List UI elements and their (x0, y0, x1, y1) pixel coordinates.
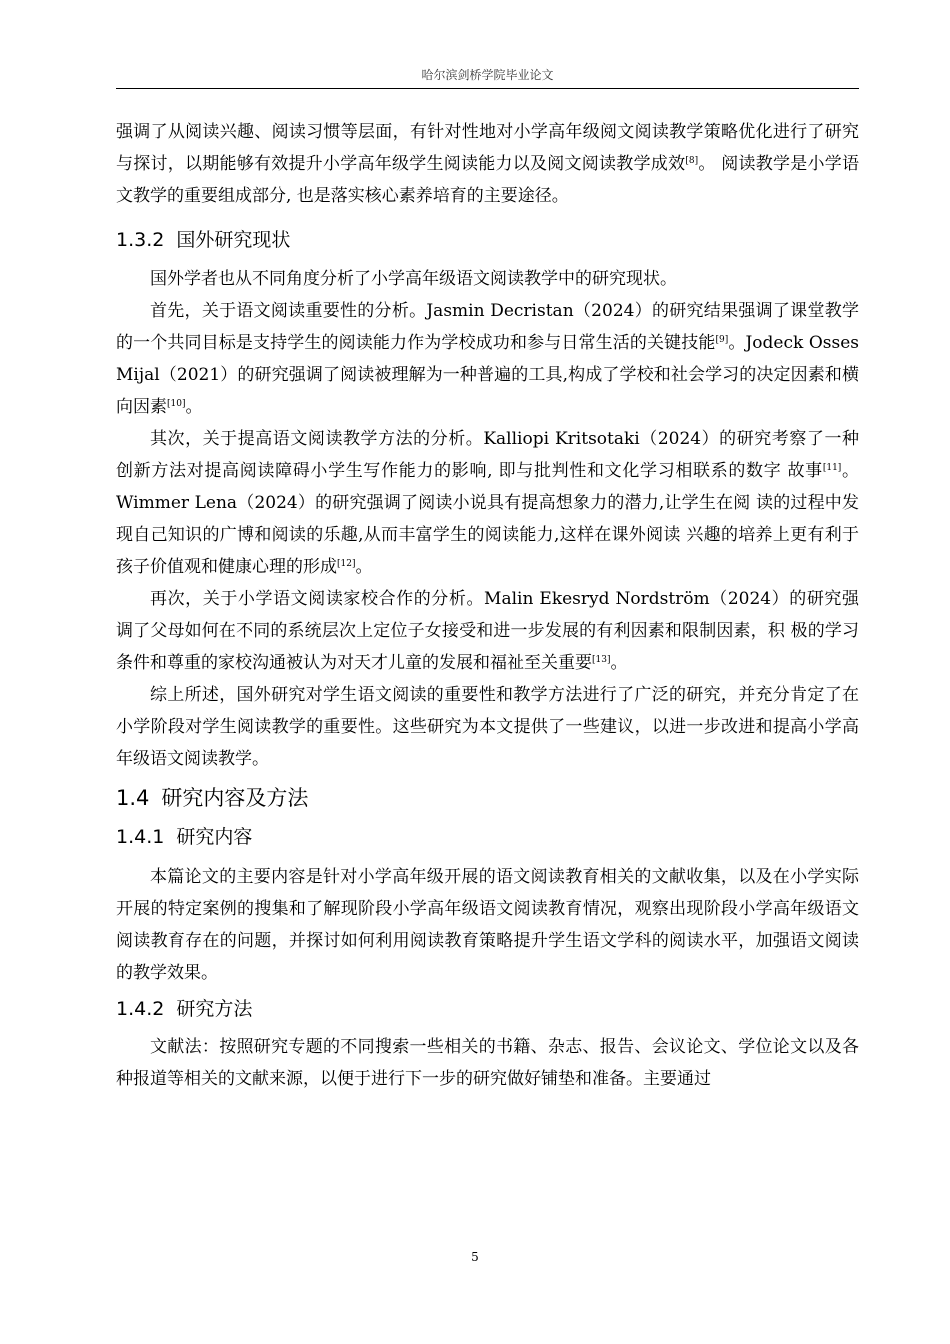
section-heading-1-4: 1.4 研究内容及方法 (116, 786, 309, 810)
citation: [13] (592, 655, 611, 665)
paragraph: 国外学者也从不同角度分析了小学高年级语文阅读教学中的研究现状。 (150, 269, 677, 289)
paragraph: 本篇论文的主要内容是针对小学高年级开展的语文阅读教育相关的文献收集，以及在小学实际开展的特定案例的搜集和了解现阶段小学高年级语文阅读教育情况，观察出现阶段小学高年级语文阅读教育存在的问题，并探讨如何利用阅读教育策略提升学生语文学科的阅读水平，加强语文阅读的教学效果。 (116, 867, 859, 983)
section-heading-1-4-2: 1.4.2 研究方法 (116, 998, 253, 1020)
citation: [8] (685, 156, 699, 166)
citation: [9] (715, 335, 729, 345)
paragraph: 再次，关于小学语文阅读家校合作的分析。Malin Ekesryd Nordström（2024）的研究强 调了父母如何在不同的系统层次上定位子女接受和进一步发展的有利因素和限制因素，积 极的学习条件和尊重的家校沟通被认为对天才儿童的发展和福祉至关重要[13]。 (116, 589, 859, 673)
citation: [10] (167, 399, 186, 409)
paragraph: 首先，关于语文阅读重要性的分析。Jasmin Decristan（2024）的研究结果强调了课堂教学的一个共同目标是支持学生的阅读能力作为学校成功和参与日常生活的关键技能[9]。Jodeck Osses Mijal（2021）的研究强调了阅读被理解为一种普遍的工具,构成了学校和社会学习的决定因素和横向因素[10]。 (116, 301, 860, 417)
citation: [12] (337, 559, 356, 569)
page-body (116, 116, 859, 1095)
section-heading-1-3-2: 1.3.2 国外研究现状 (116, 229, 291, 251)
paragraph: 综上所述，国外研究对学生语文阅读的重要性和教学方法进行了广泛的研究，并充分肯定了在小学阶段对学生阅读教学的重要性。这些研究为本文提供了一些建议，以进一步改进和提高小学高年级语文阅读教学。 (116, 685, 859, 769)
paragraph: 文献法：按照研究专题的不同搜索一些相关的书籍、杂志、报告、会议论文、学位论文以及各种报道等相关的文献来源，以便于进行下一步的研究做好铺垫和准备。主要通过 (116, 1037, 859, 1089)
page-number: 5 (471, 1250, 479, 1264)
paragraph: 强调了从阅读兴趣、阅读习惯等层面，有针对性地对小学高年级阅文阅读教学策略优化进行了研究与探讨，以期能够有效提升小学高年级学生阅读能力以及阅文阅读教学成效[8]。 阅读教学是小学语文教学的重要组成部分, 也是落实核心素养培育的主要途径。 (116, 122, 860, 206)
section-heading-1-4-1: 1.4.1 研究内容 (116, 826, 253, 848)
running-header: 哈尔滨剑桥学院毕业论文 (116, 66, 859, 89)
citation: [11] (822, 463, 842, 473)
paragraph: 其次，关于提高语文阅读教学方法的分析。Kalliopi Kritsotaki（2024）的研究考察了一种创新方法对提高阅读障碍小学生写作能力的影响, 即与批判性和文化学习相联系的数字 故事[11]。Wimmer Lena（2024）的研究强调了阅读小说具有提高想象力的潜力,让学生在阅 读的过程中发现自己知识的广博和阅读的乐趣,从而丰富学生的阅读能力,这样在课外阅读 兴趣的培养上更有利于孩子价值观和健康心理的形成[12]。 (116, 429, 860, 577)
